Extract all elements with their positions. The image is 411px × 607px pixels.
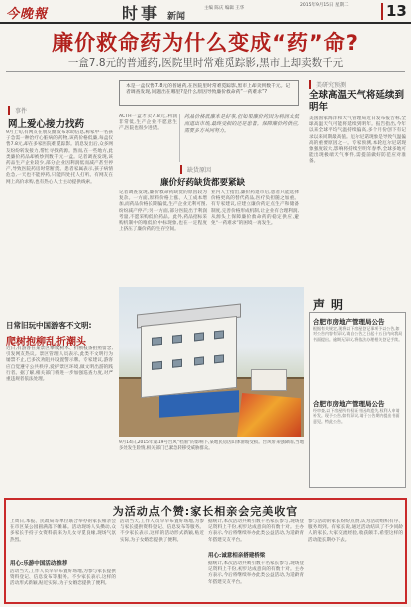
section-subtitle: 新闻: [167, 12, 186, 22]
notice-2: [313, 399, 403, 448]
left-article2-kicker: 日常旧玩中国游客不文明:: [6, 321, 92, 330]
photo-small-house: [251, 369, 287, 391]
photo-building: [141, 316, 237, 398]
highlighted-subhead-2: 用心:诚意相亲搭建桥梁: [208, 553, 266, 559]
photo-window: [172, 359, 182, 368]
highlighted-col-3-text-b: 据统计,本次活动共吸引数千名家长参与,现场登记资料上千份,初步达成意向的有数十对。主办方表示,今后将继续举办此类公益活动,为适龄青年搭建交友平台。: [208, 561, 304, 585]
left-section-tag: 事件: [8, 106, 27, 115]
news-photo-landslide-house: [119, 287, 304, 437]
photo-window: [194, 356, 204, 365]
highlighted-col-4-text: 参与活动的家长纷纷点赞,认为活动组织有序、服务周到。有家长说,通过活动结识了不少同龄人的家长,大家交流经验,收获颇丰,希望这样的活动能长期办下去。: [308, 519, 403, 543]
date-line: 2015年9月15日 星期二: [300, 3, 349, 8]
notice-box: [309, 312, 406, 488]
notice-1: [313, 317, 403, 366]
highlighted-col-3: [208, 519, 304, 602]
right-article-title: 全球高温天气将延续到明年: [309, 90, 405, 113]
highlighted-col-1: [10, 519, 116, 602]
highlighted-subhead-1: 用心:乐游中国活动推荐: [10, 561, 68, 567]
photo-window: [152, 337, 162, 346]
notice-heading: 声明: [313, 298, 350, 312]
left-article2-body: 近日,有游客在某景区攀爬树木、折断枝条拍照留念,引发网友热议。景区管理人员表示,此类不文明行为屡禁不止,已多次劝阻并设置警示牌。专家建议,游客应自觉遵守公共秩序,爱护景区环境,做文明出游的践行者。据了解,相关部门将进一步加强巡查力度,对严重违规者依法处理。: [6, 346, 113, 383]
middle-intro-text: ACTH一盒才卖7.8元,利润非常低,生产企业不愿意生产,医院也很少进货。: [119, 114, 177, 132]
notice-2-title: 合肥市房地产管理局公告: [313, 400, 385, 408]
notice-1-title: 合肥市房地产管理局公告: [313, 318, 385, 326]
highlighted-col-2-text: 活动当天,工作人员早早布置好场地,为参与家长提供资料登记、信息发布等服务。不少家长表示,这样的活动形式新颖,贴近实际,为子女婚恋提供了便利。: [120, 519, 204, 543]
lead-text: 本是一盒仅售7.8元的普通药,在医院里时常难觅踪影,黑市上却卖到数千元。记者调查发现,问题出在哪里?是什么原因导致廉价救命药“一药难求”?: [126, 84, 291, 96]
highlighted-article-title: 为活动点个赞:家长相亲会完美收官: [112, 505, 299, 518]
masthead: [0, 0, 411, 24]
photo-window: [172, 335, 182, 344]
photo-window: [214, 354, 224, 363]
photo-caption: 9月14日,2015年第19号台风“杜鹃”的影响下,某地民房因山体滑坡受损。台风带来强降雨,当地多处发生险情,相关部门已紧急转移受威胁群众。: [119, 440, 304, 451]
photo-landslide-soil: [237, 393, 301, 437]
main-headline: 廉价救命药为什么变成“药”命?: [52, 31, 359, 55]
page-number: 13: [386, 2, 407, 20]
middle-article-body-2: 业内人士指出,廉价药退市后,患者只能选择价格更高的替代药品,医疗负担随之加重。有专家建议,应建立廉价药定点生产和储备制度,完善价格形成机制,让企业有合理利润,从源头上保障廉价救命药的稳定供应,避免“一药难求”的困境一再发生。: [211, 190, 299, 227]
photo-window: [152, 361, 162, 370]
main-subhead: 一盒7.8元的普通药,医院里时常难觅踪影,黑市上却卖数千元: [67, 57, 344, 69]
section-title: 时事: [122, 4, 161, 23]
highlighted-col-1-text-b: 活动当天,工作人员早早布置好场地,为参与家长提供资料登记、信息发布等服务。不少家长表示,这样的活动形式新颖,贴近实际,为子女婚恋提供了便利。: [10, 569, 116, 587]
middle-article-title: 廉价好药缺货都要紧缺: [160, 178, 246, 188]
editor-line: 主编 陈庆 编辑 王华: [204, 6, 245, 11]
highlighted-article-box: [4, 498, 407, 604]
middle-section-tag: 缺货原因: [180, 165, 211, 174]
page-number-bar: [381, 3, 383, 20]
left-article-title: 网上爱心接力找药: [8, 119, 85, 130]
highlighted-col-3-text: 据统计,本次活动共吸引数千名家长参与,现场登记资料上千份,初步达成意向的有数十对。主办方表示,今后将继续举办此类公益活动,为适龄青年搭建交友平台。: [208, 519, 304, 543]
newspaper-logo: 今晚報: [6, 7, 49, 22]
pull-quote-text: 药品价格低廉本是好事,但如果廉价药因为利润太低而退出市场,最终受损的还是患者。保障廉价药供应,需要多方共同努力。: [184, 114, 299, 134]
notice-2-body: 经审查,以下房屋所有权证书因故遗失,权利人申请补发。现予公告,如有异议,请于公告期内提出书面意见。特此公告。: [313, 408, 400, 424]
left-article-body: 9月上旬,有网友在朋友圈发布求助信息,称家中一名孩子急需一种治疗心脏病的药物,该药价格低廉,每盒仅售7.8元,却在多家医院难觅踪影。消息发出后,众多网友纷纷转发接力,帮忙寻找药源。然而,在一些地方,此类廉价药品却被炒到数千元一盒。记者调查发现,该药品生产企业较少,部分企业因利润低而减产甚至停产,导致医院药房时常断货。患者家属表示,孩子病情危急,一天也不能停药,只能四处托人打听。有网友在网上高价求购,也有热心人士主动提供线索。: [6, 130, 113, 185]
highlighted-col-1-text: 上周日,本报、民政局等单位联合举办的家长相亲会在市区某公园圆满落下帷幕。活动现场人头攒动,众多家长手持子女资料前来为儿女寻觅良缘,现场气氛热烈。: [10, 519, 116, 543]
middle-article-body-1: 记者调查发现,廉价救命药缺货的原因较为复杂。一方面,原料价格上涨、人工成本增加,而药品价格长期偏低,生产企业无利可图,纷纷减产停产;另一方面,部分医院出于利润考量,不愿采购低价药品。此外,药品招标采购机制中的唯低价中标现象,也在一定程度上挤压了廉价药的生存空间。: [119, 190, 207, 233]
notice-1-body: 根据有关规定,现将以下房屋登记事项予以公告,如对公告内容有异议,请自公告之日起十五日内向我局书面提出。逾期无异议,将依法办理相关登记手续。: [313, 326, 403, 342]
right-section-tag: 美研究预测: [309, 80, 346, 89]
pull-quote: [179, 114, 299, 162]
left-article2-title: 爬树抱柳乱折潮头: [6, 337, 86, 348]
photo-window: [194, 332, 204, 341]
lead-box: [119, 80, 299, 106]
photo-window: [214, 330, 224, 339]
headline-divider: [6, 71, 405, 72]
right-article-body: 美国国家海洋和大气管理局近日发布报告称,全球高温天气可能将延续到明年。报告指出,今年以来全球平均气温持续偏高,多个月份创下有记录以来同期最高值。厄尔尼诺现象是导致气温偏高的重要原因之一。专家预测,本轮厄尔尼诺现象强度较大,影响将持续至明年春季,全球多地可能出现极端天气事件,需提前做好防范应对准备。: [309, 116, 406, 165]
